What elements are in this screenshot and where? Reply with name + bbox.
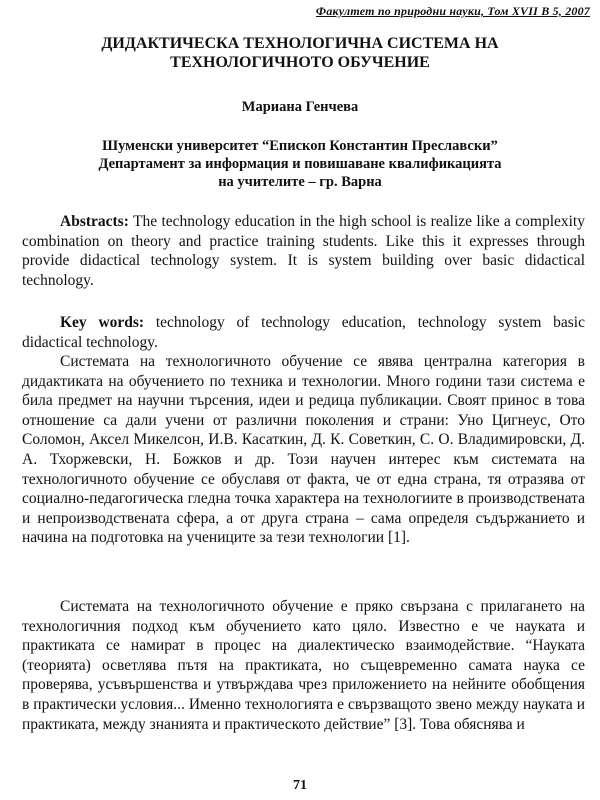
body-paragraph-2: Системата на технологичното обучение е пряко свързана с прилагането на технологичния подход към обучението като цяло. Известно е че науката и практиката се намират в процес на диалектическо взаимодействие. “Науката (теорията) осветлява пътя на практиката, но същевременно самата наука се проверява, усъвършенства и утвърждава чрез приложението на нейните обобщения в практически условия... Именно технологията е свързващото звено между науката и практиката, между знанията и практическото действие” [3]. Това обяснява и	[22, 598, 585, 733]
affiliation-line-3: на учителите – гр. Варна	[218, 174, 382, 190]
abstract-paragraph	[22, 212, 585, 290]
keywords-text: technology of technology education, technology system basic didactical technology.	[22, 314, 585, 351]
article-title	[0, 34, 600, 72]
author-name: Мариана Генчева	[241, 99, 359, 115]
title-line-2: ТЕХНОЛОГИЧНОТО ОБУЧЕНИЕ	[170, 54, 430, 71]
abstract-label: Abstracts:	[60, 213, 129, 230]
keywords-paragraph	[22, 313, 585, 352]
running-header: Факултет по природни науки, Том XVII В 5, 2007	[315, 4, 590, 18]
keywords-label: Key words:	[60, 314, 145, 331]
body-paragraph-1: Системата на технологичното обучение се явява централна категория в дидактиката на обучението по техника и технологии. Много години тази система е била предмет на научни търсения, идеи и редица публикации. Своят принос в това отношение са дали учени от различни поколения и страни: Уно Цигнеус, Ото Соломон, Аксел Микелсон, И.В. Касаткин, Д. К. Советкин, С. О. Владимировски, Д. А. Тхоржевски, Н. Божков и др. Този научен интерес към системата на технологичното обучение се обуславя от факта, че от една страна, тя отразява от социално-педагогическа гледна точка характера на технологиите в производствената и непроизводствената сфера, а от друга страна – сама определя съдържанието и начина на подготовка на учениците за тези технологии [1].	[22, 353, 585, 547]
affiliation-line-1: Шуменски университет “Епископ Константин Преславски”	[102, 138, 498, 154]
title-line-1: ДИДАКТИЧЕСКА ТЕХНОЛОГИЧНА СИСТЕМА НА	[101, 35, 499, 52]
abstract-text: The technology education in the high school is realize like a complexity combination on theory and practice training students. Like this it expresses through provide didactical technology system. It is system building over basic didactical technology.	[22, 213, 585, 289]
author-affiliation	[0, 137, 600, 191]
affiliation-line-2: Департамент за информация и повишаване квалификацията	[98, 156, 502, 172]
page-number: 71	[293, 778, 307, 793]
